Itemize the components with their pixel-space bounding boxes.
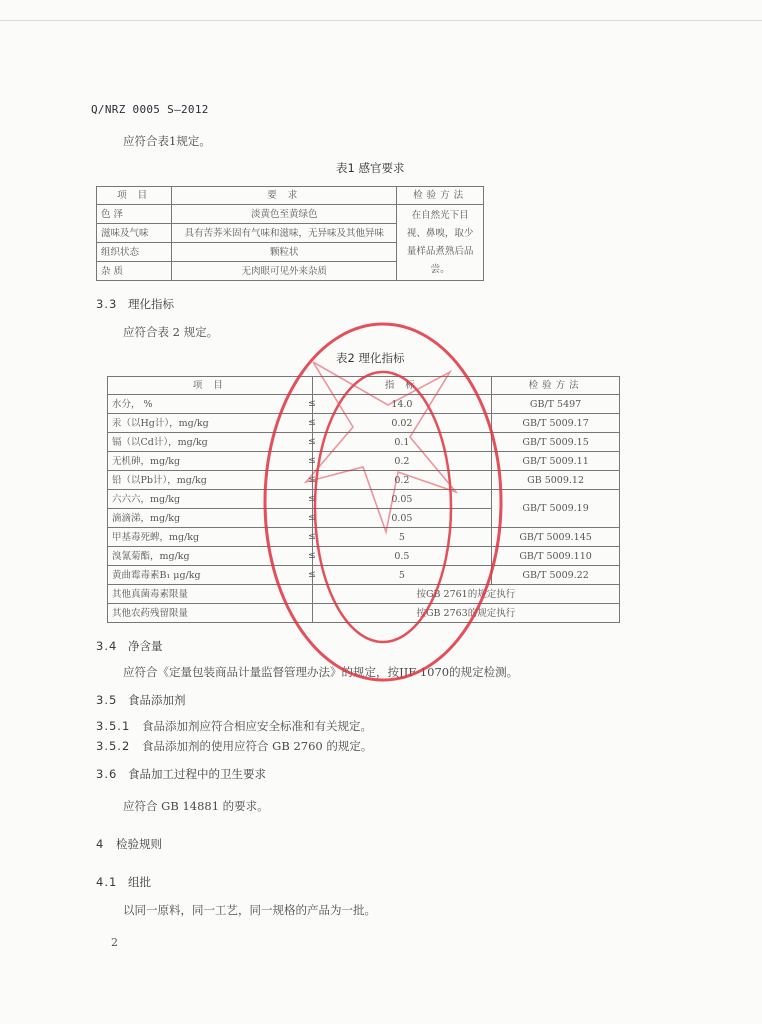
header-item: 项 目 (97, 187, 172, 205)
row-item: 水分， % ≤ (108, 395, 313, 414)
less-equal-symbol: ≤ (308, 474, 316, 485)
section-3-3-heading (96, 296, 174, 312)
row-method: GB 5009.12 (492, 471, 620, 490)
less-equal-symbol: ≤ (308, 512, 316, 523)
section-3-5-1 (96, 718, 372, 734)
section-number: 3.4 (96, 639, 118, 653)
less-equal-symbol: ≤ (308, 493, 316, 504)
header-method: 检验方法 (397, 187, 484, 205)
section-title: 检验规则 (116, 837, 162, 851)
section-number: 4.1 (96, 875, 118, 889)
section-3-6-text: 应符合 GB 14881 的要求。 (123, 799, 269, 813)
page-number: 2 (111, 936, 118, 949)
row-item: 滴滴涕，mg/kg ≤ (108, 509, 313, 528)
section-4-1-text: 以同一原料，同一工艺，同一规格的产品为一批。 (123, 903, 376, 917)
table2-title: 表2 理化指标 (336, 351, 405, 365)
row-item: 铅（以Pb计），mg/kg ≤ (108, 471, 313, 490)
table-row (108, 490, 620, 509)
row-limit: 0.05 (312, 490, 491, 509)
less-equal-symbol: ≤ (308, 417, 316, 428)
table1-title: 表1 感官要求 (336, 161, 405, 175)
row-rule: 按GB 2763的规定执行 (312, 604, 619, 623)
row-item: 色 泽 (97, 205, 172, 224)
section-number: 4 (96, 837, 104, 851)
table-header-row (108, 377, 620, 395)
section-number: 3.3 (96, 297, 118, 311)
table-row (108, 395, 620, 414)
section-text: 食品添加剂的使用应符合 GB 2760 的规定。 (142, 739, 373, 753)
table-row (108, 433, 620, 452)
section-4-1-heading (96, 874, 151, 890)
table-row (108, 585, 620, 604)
table-row (97, 205, 484, 224)
row-method-merged: GB/T 5009.19 (492, 490, 620, 528)
section-number: 3.5.2 (96, 739, 131, 753)
section-title: 食品加工过程中的卫生要求 (128, 767, 266, 781)
row-limit: 0.1 (312, 433, 491, 452)
row-item: 溴氰菊酯，mg/kg ≤ (108, 547, 313, 566)
row-method: GB/T 5009.145 (492, 528, 620, 547)
row-method: GB/T 5009.15 (492, 433, 620, 452)
section-3-6-heading (96, 766, 266, 782)
row-requirement: 颗粒状 (172, 243, 397, 262)
section-3-4-text: 应符合《定量包装商品计量监督管理办法》的规定，按JJF 1070的规定检测。 (123, 665, 519, 679)
header-item: 项 目 (108, 377, 313, 395)
row-limit: 14.0 (312, 395, 491, 414)
physicochemical-table (107, 376, 620, 623)
standard-number: Q/NRZ 0005 S—2012 (91, 103, 209, 116)
header-method: 检验方法 (492, 377, 620, 395)
less-equal-symbol: ≤ (308, 398, 316, 409)
row-method: GB/T 5497 (492, 395, 620, 414)
table-row (108, 528, 620, 547)
section-number: 3.5.1 (96, 719, 131, 733)
row-item: 杂 质 (97, 262, 172, 281)
section-title: 净含量 (128, 639, 163, 653)
row-item: 黄曲霉毒素B₁ μg/kg ≤ (108, 566, 313, 585)
row-item: 其他真菌毒素限量 (108, 585, 313, 604)
section-number: 3.6 (96, 767, 118, 781)
table-row (108, 566, 620, 585)
row-limit: 0.02 (312, 414, 491, 433)
intro-text: 应符合表1规定。 (123, 134, 211, 148)
section-text: 食品添加剂应符合相应安全标准和有关规定。 (142, 719, 372, 733)
row-method: GB/T 5009.22 (492, 566, 620, 585)
row-limit: 5 (312, 566, 491, 585)
header-limit: 指 标 (312, 377, 491, 395)
row-method: GB/T 5009.17 (492, 414, 620, 433)
sensory-method: 在自然光下目视、鼻嗅，取少量样品煮熟后品尝。 (397, 205, 484, 281)
table-row (108, 604, 620, 623)
section-title: 理化指标 (128, 297, 174, 311)
section-3-4-heading (96, 638, 163, 654)
table-row (108, 452, 620, 471)
row-item: 镉（以Cd计），mg/kg ≤ (108, 433, 313, 452)
table-row (108, 547, 620, 566)
less-equal-symbol: ≤ (308, 455, 316, 466)
row-limit: 5 (312, 528, 491, 547)
row-limit: 0.2 (312, 452, 491, 471)
less-equal-symbol: ≤ (308, 550, 316, 561)
section-title: 组批 (128, 875, 151, 889)
page-top-edge (0, 20, 762, 21)
row-method: GB/T 5009.110 (492, 547, 620, 566)
row-limit: 0.5 (312, 547, 491, 566)
less-equal-symbol: ≤ (308, 531, 316, 542)
row-item: 其他农药残留限量 (108, 604, 313, 623)
section-3-5-heading (96, 692, 186, 708)
table-row (108, 414, 620, 433)
sensory-table (96, 186, 484, 281)
row-item: 六六六，mg/kg ≤ (108, 490, 313, 509)
row-rule: 按GB 2761的规定执行 (312, 585, 619, 604)
row-item: 滋味及气味 (97, 224, 172, 243)
section-number: 3.5 (96, 693, 118, 707)
header-requirement: 要 求 (172, 187, 397, 205)
row-limit: 0.05 (312, 509, 491, 528)
row-method: GB/T 5009.11 (492, 452, 620, 471)
table-header-row (97, 187, 484, 205)
row-limit: 0.2 (312, 471, 491, 490)
table-row (108, 471, 620, 490)
row-requirement: 淡黄色至黄绿色 (172, 205, 397, 224)
less-equal-symbol: ≤ (308, 436, 316, 447)
row-requirement: 无肉眼可见外来杂质 (172, 262, 397, 281)
section-3-3-text: 应符合表 2 规定。 (123, 325, 219, 339)
section-3-5-2 (96, 738, 372, 754)
section-4-heading (96, 836, 162, 852)
row-item: 汞（以Hg计），mg/kg ≤ (108, 414, 313, 433)
row-item: 组织状态 (97, 243, 172, 262)
row-item: 无机砷，mg/kg ≤ (108, 452, 313, 471)
section-title: 食品添加剂 (128, 693, 186, 707)
row-item: 甲基毒死蜱，mg/kg ≤ (108, 528, 313, 547)
row-requirement: 具有苦荞米固有气味和滋味，无异味及其他异味 (172, 224, 397, 243)
less-equal-symbol: ≤ (308, 569, 316, 580)
